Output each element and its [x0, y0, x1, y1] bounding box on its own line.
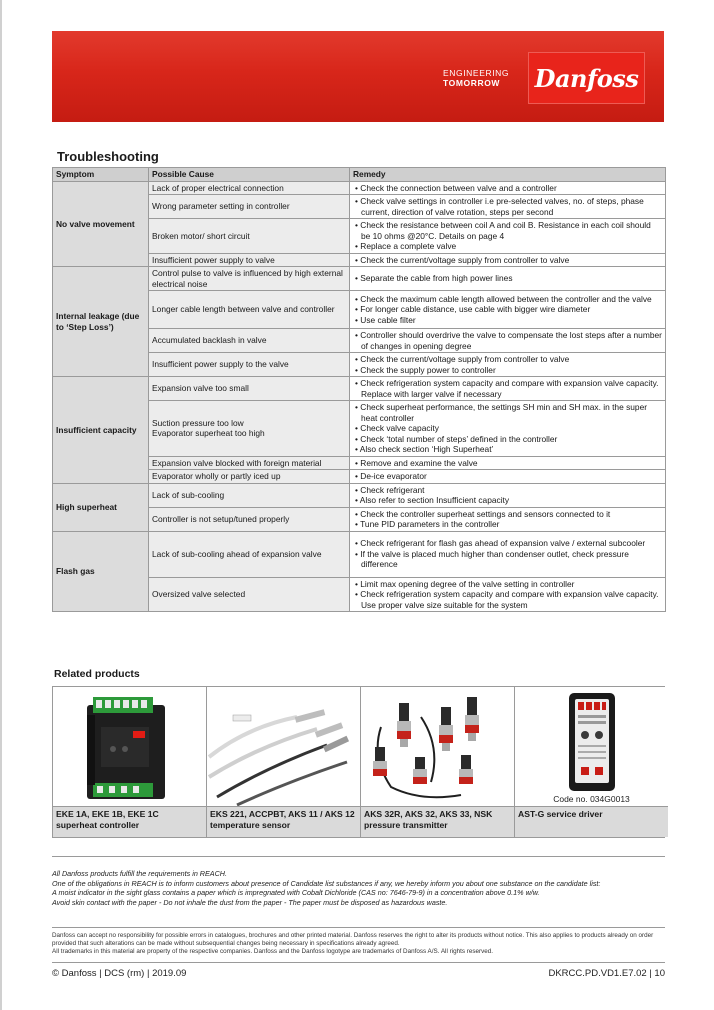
remedy-item: • Use cable filter — [353, 315, 662, 326]
danfoss-logo — [528, 52, 645, 104]
table-row — [53, 531, 666, 577]
cause-cell: Longer cable length between valve and controller — [149, 291, 350, 329]
remedy-item: • Check the current/voltage supply from controller to valve — [353, 354, 662, 365]
remedy-item: • Check the connection between valve and a controller — [353, 183, 662, 194]
product-model: AKS 32R, AKS 32, AKS 33, NSK — [364, 809, 493, 820]
remedy-cell — [350, 329, 666, 353]
cause-cell: Lack of sub-cooling ahead of expansion valve — [149, 531, 350, 577]
product-type: superheat controller — [56, 820, 140, 831]
troubleshooting-table — [52, 167, 666, 612]
symptom-cell: Flash gas — [53, 531, 149, 612]
remedy-item: • Also refer to section Insufficient capacity — [353, 495, 662, 506]
section-title: Troubleshooting — [57, 149, 159, 164]
reach-line: One of the obligations in REACH is to inform customers about presence of Candidate list substances if any, we hereby inform you about one substance on the candidate list: — [52, 878, 601, 888]
cause-cell: Control pulse to valve is influenced by high external electrical noise — [149, 267, 350, 291]
remedy-cell — [350, 181, 666, 195]
symptom-cell: Insufficient capacity — [53, 377, 149, 484]
remedy-cell — [350, 531, 666, 577]
reach-line: A moist indicator in the sight glass contains a paper which is impregnated with Cobalt Dichloride (CAS no: 7646-79-9) in a concentration above 0.1% w/w. — [52, 888, 540, 898]
product-type: temperature sensor — [210, 820, 291, 831]
code-number: Code no. 034G0013 — [553, 794, 630, 805]
divider — [52, 927, 665, 928]
remedy-cell — [350, 353, 666, 377]
remedy-item: • If the valve is placed much higher than condenser outlet, check pressure difference — [353, 549, 662, 570]
remedy-item: • Check refrigeration system capacity and compare with expansion valve capacity. Use proper valve size suitable for the system — [353, 589, 662, 610]
cause-cell: Insufficient power supply to the valve — [149, 353, 350, 377]
remedy-item: • Remove and examine the valve — [353, 458, 662, 469]
product-caption — [515, 806, 668, 837]
remedy-item: • Check refrigerant — [353, 485, 662, 496]
remedy-item: • Check refrigerant for flash gas ahead of expansion valve / external subcooler — [353, 538, 662, 549]
cause-cell: Expansion valve too small — [149, 377, 350, 401]
service-driver-image — [515, 687, 668, 806]
footer-copyright: © Danfoss | DCS (rm) | 2019.09 — [52, 968, 187, 979]
cause-cell: Lack of proper electrical connection — [149, 181, 350, 195]
product-caption — [53, 806, 206, 837]
remedy-cell — [350, 456, 666, 470]
symptom-cell: High superheat — [53, 483, 149, 531]
disclaimer-line: All trademarks in this material are property of the respective companies. Danfoss and the Danfoss logotype are trademarks of Danfoss A/S. All rights reserved. — [52, 948, 493, 956]
product-card — [207, 687, 361, 837]
cause-cell: Evaporator wholly or partly iced up — [149, 470, 350, 484]
remedy-item: • Check valve settings in controller i.e pre-selected valves, no. of steps, phase current, direction of valve rotation, steps per second — [353, 196, 662, 217]
product-card — [515, 687, 668, 837]
table-body — [53, 181, 666, 612]
symptom-cell: Internal leakage (due to ‘Step Loss’) — [53, 267, 149, 377]
cause-cell: Accumulated backlash in valve — [149, 329, 350, 353]
remedy-cell — [350, 377, 666, 401]
remedy-item: • Check refrigeration system capacity and compare with expansion valve capacity. Replace with larger valve if necessary — [353, 378, 662, 399]
remedy-cell — [350, 507, 666, 531]
tagline — [443, 68, 509, 88]
remedy-cell — [350, 291, 666, 329]
symptom-cell: No valve movement — [53, 181, 149, 267]
product-card — [53, 687, 207, 837]
remedy-item: • Tune PID parameters in the controller — [353, 519, 662, 530]
remedy-item: • Check superheat performance, the settings SH min and SH max. in the super heat controller — [353, 402, 662, 423]
header-cause: Possible Cause — [149, 168, 350, 182]
cause-cell: Controller is not setup/tuned properly — [149, 507, 350, 531]
product-model: EKE 1A, EKE 1B, EKE 1C — [56, 809, 159, 820]
remedy-cell — [350, 267, 666, 291]
remedy-cell — [350, 195, 666, 219]
header-remedy: Remedy — [350, 168, 666, 182]
product-caption — [361, 806, 514, 837]
related-products-grid — [52, 686, 665, 838]
remedy-item: • Check valve capacity — [353, 423, 662, 434]
eke-controller-image — [53, 687, 206, 806]
remedy-cell — [350, 219, 666, 254]
header-symptom: Symptom — [53, 168, 149, 182]
footer-doc-id: DKRCC.PD.VD1.E7.02 | 10 — [548, 968, 665, 979]
remedy-item: • For longer cable distance, use cable with bigger wire diameter — [353, 304, 662, 315]
reach-notice — [52, 869, 665, 907]
remedy-item: • Check the current/voltage supply from controller to valve — [353, 255, 662, 266]
remedy-cell — [350, 253, 666, 267]
table-row — [53, 483, 666, 507]
product-type: pressure transmitter — [364, 820, 448, 831]
remedy-item: • Separate the cable from high power lines — [353, 273, 662, 284]
product-card — [361, 687, 515, 837]
remedy-cell — [350, 483, 666, 507]
remedy-item: • De-ice evaporator — [353, 471, 662, 482]
pressure-transmitter-image — [361, 687, 514, 806]
remedy-cell — [350, 401, 666, 457]
product-caption — [207, 806, 360, 837]
remedy-cell — [350, 577, 666, 612]
temperature-sensor-image — [207, 687, 360, 806]
reach-line: Avoid skin contact with the paper - Do not inhale the dust from the paper - The paper must be disposed as hazardous waste. — [52, 897, 448, 907]
table-header-row — [53, 168, 666, 182]
remedy-item: • Limit max opening degree of the valve setting in controller — [353, 579, 662, 590]
cause-cell: Expansion valve blocked with foreign material — [149, 456, 350, 470]
related-title: Related products — [54, 668, 140, 680]
divider — [52, 962, 665, 963]
cause-cell: Broken motor/ short circuit — [149, 219, 350, 254]
product-model: AST-G service driver — [518, 809, 603, 820]
cause-cell: Insufficient power supply to valve — [149, 253, 350, 267]
remedy-item: • Also check section ‘High Superheat’ — [353, 444, 662, 455]
remedy-cell — [350, 470, 666, 484]
remedy-item: • Check the resistance between coil A and coil B. Resistance in each coil should be 10 ohms @20°C. Details on page 4 — [353, 220, 662, 241]
logo-text: Danfoss — [534, 63, 639, 93]
disclaimer-line: Danfoss can accept no responsibility for possible errors in catalogues, brochures and other printed material. Danfoss reserves the right to alter its products without notice. This also applies to products already on order provided that such alterations can be made without subsequential changes being necessary in specifications already agreed. — [52, 932, 654, 948]
header-banner — [52, 31, 664, 122]
cause-cell: Wrong parameter setting in controller — [149, 195, 350, 219]
reach-line: All Danfoss products fulfill the requirements in REACH. — [52, 869, 227, 878]
tagline-line2: TOMORROW — [443, 78, 501, 88]
remedy-item: • Controller should overdrive the valve to compensate the lost steps after a number of changes in opening degree — [353, 330, 662, 351]
product-model: EKS 221, ACCPBT, AKS 11 / AKS 12 — [210, 809, 355, 820]
remedy-item: • Check the controller superheat settings and sensors connected to it — [353, 509, 662, 520]
divider — [52, 856, 665, 857]
cause-cell: Oversized valve selected — [149, 577, 350, 612]
disclaimer — [52, 932, 665, 957]
tagline-line1: ENGINEERING — [443, 68, 510, 78]
table-row — [53, 377, 666, 401]
page-edge — [0, 0, 2, 1010]
remedy-item: • Check ‘total number of steps’ defined in the controller — [353, 434, 662, 445]
table-row — [53, 267, 666, 291]
remedy-item: • Replace a complete valve — [353, 241, 662, 252]
remedy-item: • Check the supply power to controller — [353, 365, 662, 376]
cause-cell: Suction pressure too low Evaporator superheat too high — [149, 401, 350, 457]
cause-cell: Lack of sub-cooling — [149, 483, 350, 507]
table-row — [53, 181, 666, 195]
remedy-item: • Check the maximum cable length allowed between the controller and the valve — [353, 294, 662, 305]
